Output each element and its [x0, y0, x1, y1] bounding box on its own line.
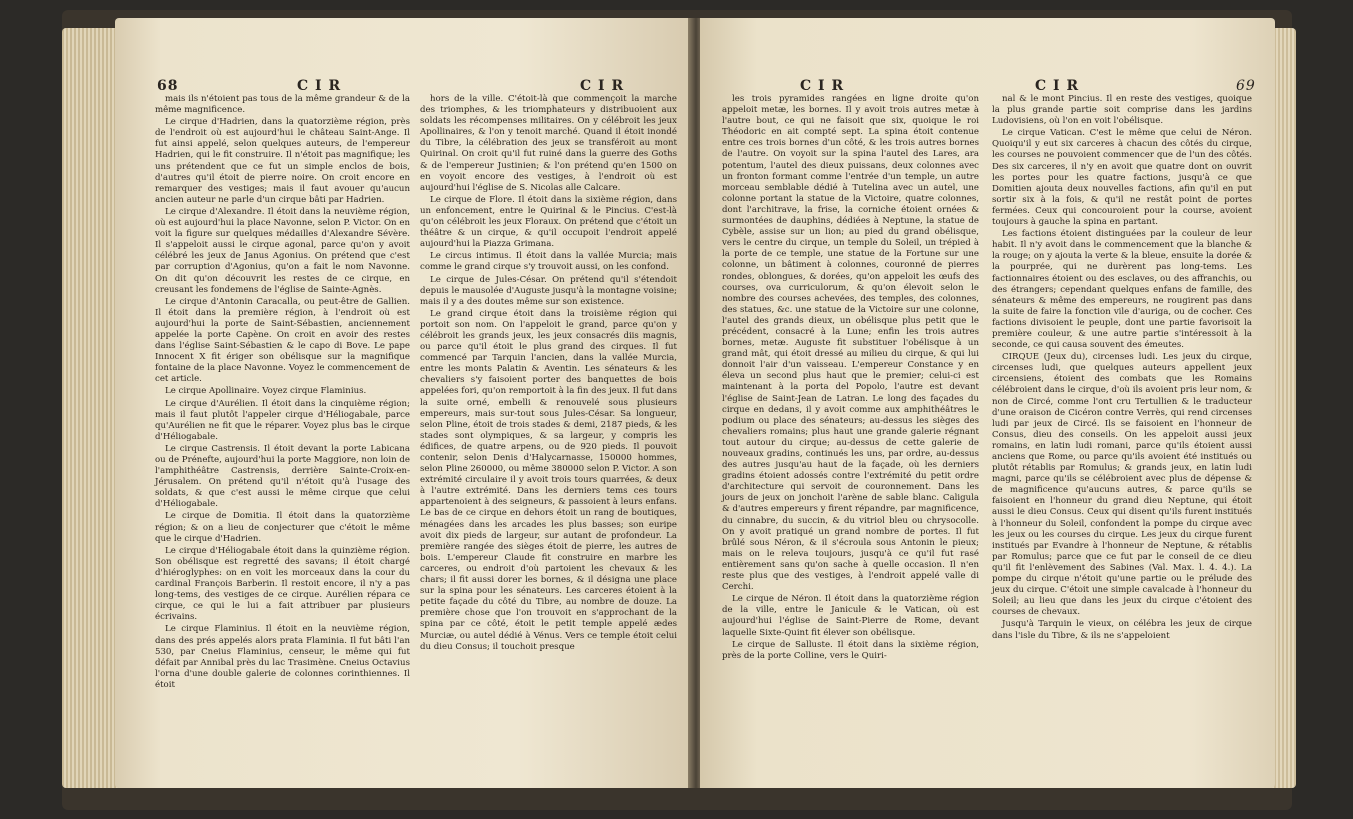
paragraph: Le cirque d'Aurélien. Il étoit dans la cinquième région; mais il faut plutôt l'appeler cirque d'Héliogabale, parce qu'Aurélien ne fit que le réparer. Voyez plus bas le cirque d'Héliogabale.: [155, 398, 410, 442]
paragraph: les trois pyramides rangées en ligne droite qu'on appeloit metæ, les bornes. Il y avoit trois autres metæ à l'autre bout, ce qui ne faisoit que six, quoique le roi Théodoric en ait compté sept. La spina étoit contenue entre ces trois bornes d'un côté, & les trois autres bornes de l'autre. On voyoit sur la spina l'autel des Lares, ara potentum, l'autel des dieux puissans, deux colonnes avec un fronton formant comme l'entrée d'un temple, un autre morceau semblable dédié à Tutelina avec un autel, une colonne portant la statue de la Victoire, quatre colonnes, dont l'architrave, la frise, la corniche étoient ornées & surmontées de dauphins, dédiées à Neptune, la statue de Cybèle, assise sur un lion; au pied du grand obélisque, vers le centre du cirque, un temple du Soleil, un trépied à la porte de ce temple, une statue de la Fortune sur une colonne, un bâtiment à colonnes, couronné de pierres rondes, oblongues, & dorées, qu'on appeloit les œufs des courses, ova curriculorum, & qu'on élevoit selon le nombre des courses achevées, des temples, des colonnes, des statues, &c. une statue de la Victoire sur une colonne, l'autel des grands dieux, un obélisque plus petit que le précédent, consacré à la Lune; enfin les trois autres bornes, metæ. Auguste fit substituer l'obélisque à un grand mât, qui étoit dressé au milieu du cirque, & qui lui donnoit l'air d'un vaisseau. L'empereur Constance y en éleva un second plus haut que le premier; celui-ci est maintenant à la porta del Popolo, l'autre est devant l'église de Saint-Jean de Latran. Le long des façades du cirque en dedans, il y avoit comme aux amphithéâtres le podium ou place des sénateurs; au-dessus les sièges des chevaliers romains; plus haut une grande galerie régnant tout autour du cirque; au-dessus de cette galerie de nouveaux gradins, continués les uns, par ordre, au-dessus des autres jusqu'au haut de la façade, où les derniers gradins étoient adossés contre l'extrémité du petit ordre d'architecture qui servoit de couronnement. Dans les jours de jeux on jonchoit l'arène de sable blanc. Caligula & d'autres empereurs y firent répandre, par magnificence, du cinnabre, du succin, & du vitriol bleu ou chrysocolle. On y avoit pratiqué un grand nombre de portes. Il fut brûlé sous Néron, & il s'écroula sous Antonin le pieux; mais on le releva toujours, jusqu'à ce qu'il fut rasé entièrement sans qu'on sache à quelle occasion. Il n'en reste plus que des vestiges, à l'endroit appelé valle di Cerchi.: [722, 94, 979, 593]
running-head-left-col1: C I R: [297, 78, 342, 94]
paragraph: mais ils n'étoient pas tous de la même grandeur & de la même magnificence.: [155, 94, 410, 116]
page-number-right: 69: [1236, 78, 1256, 94]
right-page-column-2: [992, 94, 1252, 642]
paragraph: Le circus intimus. Il étoit dans la vallée Murcia; mais comme le grand cirque s'y trouvoit aussi, on les confond.: [420, 251, 677, 273]
paragraph: Le cirque Apollinaire. Voyez cirque Flaminius.: [165, 386, 367, 397]
paragraph: Les factions étoient distinguées par la couleur de leur habit. Il n'y avoit dans le commencement que la blanche & la rouge; on y ajouta la verte & la bleue, ensuite la dorée & la pourprée, qui ne durèrent pas long-tems. Les factionnaires étoient ou des esclaves, ou des affranchis, ou des étrangers; cependant quelques enfans de famille, des sénateurs & même des empereurs, ne rougirent pas dans la suite de faire la fonction vile d'auriga, ou de cocher. Ces factions divisoient le peuple, dont une partie favorisoit la première couleur, & une autre partie s'intéressoit à la seconde, ce qui causa souvent des émeutes.: [992, 229, 1252, 351]
paragraph: Le cirque de Flore. Il étoit dans la sixième région, dans un enfoncement, entre le Quirinal & le Pincius. C'est-là qu'on célébroit les jeux Floraux. On prétend que c'étoit un théâtre & un cirque, & qu'il occupoit l'endroit appelé aujourd'hui la Piazza Grimana.: [420, 194, 677, 250]
paragraph: Le cirque de Jules-César. On prétend qu'il s'étendoit depuis le mausolée d'Auguste jusqu'à la montagne voisine; mais il y a des doutes même sur son existence.: [420, 274, 677, 307]
page-number-left: 68: [157, 78, 179, 94]
paragraph: Le cirque Vatican. C'est le même que celui de Néron. Quoiqu'il y eut six carceres à chacun des côtés du cirque, les courses ne pouvoient commencer que de l'un des côtés. Des six carceres, il n'y en avoit que quatre dont on ouvrit les portes pour les quatre factions, jusqu'à ce que Domitien ajouta deux nouvelles factions, afin qu'il en put sortir six à la fois, & qu'il ne restât point de portes fermées. Ceux qui concouroient pour la course, avoient toujours à gauche la spina en partant.: [992, 128, 1252, 228]
paragraph: Le cirque d'Héliogabale étoit dans la quinzième région. Son obélisque est regretté des savans; il étoit chargé d'hiéroglyphes: on en voit les morceaux dans la cour du cardinal François Barberin. Il restoit encore, il n'y a pas long-tems, des vestiges de ce cirque. Aurélien répara ce cirque, ce qui le lui a fait attribuer par plusieurs écrivains.: [155, 545, 410, 623]
paragraph: Le cirque d'Alexandre. Il étoit dans la neuvième région, où est aujourd'hui la place Navonne, selon P. Victor. On en voit la figure sur quelques médailles d'Alexandre Sévère. Il s'appeloit aussi le cirque agonal, parce qu'on y avoit célébré les jeux de Janus Agonius. On prétend que c'est par corruption d'Agonius, qu'on a fait le nom Navonne. On dit qu'on découvrit les restes de ce cirque, en creusant les fondemens de l'église de Sainte-Agnès.: [155, 206, 410, 295]
paragraph: nal & le mont Pincius. Il en reste des vestiges, quoique la plus grande partie soit comprise dans les jardins Ludovisiens, où l'on en voit l'obélisque.: [992, 94, 1252, 127]
running-head-right-col1: C I R: [800, 78, 845, 94]
right-page-column-1: [722, 94, 979, 662]
left-page: [115, 18, 690, 788]
left-page-column-1: [155, 94, 410, 691]
running-head-right-col2: C I R: [1035, 78, 1080, 94]
page-edges-left: [62, 28, 122, 788]
paragraph: CIRQUE (Jeux du), circenses ludi. Les jeux du cirque, circenses ludi, que quelques auteurs appellent jeux circensiens, étoient des combats que les Romains célébroient dans le cirque, d'où ils avoient pris leur nom, & non de Circé, comme l'ont cru Tertullien & le traducteur d'une oraison de Cicéron contre Verrès, qui rend circenses ludi par jeux de Circé. Ils se faisoient en l'honneur de Consus, dieu des conseils. On les appeloit aussi jeux romains, en latin ludi romani, parce qu'ils étoient aussi anciens que Rome, ou parce qu'ils avoient été institués ou plutôt rétablis par Romulus; & grands jeux, en latin ludi magni, parce qu'ils se célébroient avec plus de dépense & de magnificence qu'aucuns autres, & parce qu'ils se faisoient en l'honneur du grand dieu Neptune, qui étoit aussi le dieu Consus. Ceux qui disent qu'ils furent institués à l'honneur du Soleil, confondent la pompe du cirque avec les jeux ou les courses du cirque. Les jeux du cirque furent institués par Evandre à l'honneur de Neptune, & rétablis par Romulus; parce que ce fut par le conseil de ce dieu qu'il fit l'enlèvement des Sabines (Val. Max. l. 4. 4.). La pompe du cirque n'étoit qu'une partie ou le prélude des jeux du cirque. C'étoit une simple cavalcade à l'honneur du Soleil; au lieu que dans les jeux du cirque c'étoient des courses de chevaux.: [992, 352, 1252, 618]
paragraph: Le grand cirque étoit dans la troisième région qui portoit son nom. On l'appeloit le grand, parce qu'on y célébroit les grands jeux, les jeux consacrés diis magnis, ou parce qu'il étoit le plus grand des cirques. Il fut commencé par Tarquin l'ancien, dans la vallée Murcia, entre les monts Palatin & Aventin. Les sénateurs & les chevaliers s'y faisoient porter des banquettes de bois appelées fori, qu'on remportoit à la fin des jeux. Il fut dans la suite orné, embelli & renouvelé sous plusieurs empereurs, mais sur-tout sous Jules-César. Sa longueur, selon Pline, étoit de trois stades & demi, 2187 pieds, & les stades sont olympiques, & sa largeur, y compris les édifices, de quatre arpens, ou de 920 pieds. Il pouvoit contenir, selon Denis d'Halycarnasse, 150000 hommes, selon Pline 260000, ou même 380000 selon P. Victor. A son extrémité circulaire il y avoit trois tours quarrées, & deux à l'autre extrémité. Dans les derniers tems ces tours appartenoient à des seigneurs, & passoient à leurs enfans. Le bas de ce cirque en dehors étoit un rang de boutiques, ménagées dans les arcades les plus basses; son euripe avoit dix pieds de largeur, sur autant de profondeur. La première rangée des sièges étoit de pierre, les autres de bois. L'empereur Claude fit construire en marbre les carceres, ou endroit d'où partoient les chevaux & les chars; il fit aussi dorer les bornes, & il désigna une place sur la spina pour les sénateurs. Les carceres étoient à la petite façade du côté du Tibre, au nombre de douze. La première chose que l'on trouvoit en s'approchant de la spina par ce côté, étoit le petit temple appelé ædes Murciæ, ou autel dédié à Vénus. Vers ce temple étoit celui du dieu Consus; il touchoit presque: [420, 308, 677, 652]
paragraph: Le cirque Flaminius. Il étoit en la neuvième région, dans des prés appelés alors prata Flaminia. Il fut bâti l'an 530, par Cneius Flaminius, censeur, le même qui fut défait par Annibal près du lac Trasimène. Cneius Octavius l'orna d'une double galerie de colonnes corinthiennes. Il étoit: [155, 624, 410, 690]
left-page-column-2: [420, 94, 677, 653]
paragraph: Le cirque Castrensis. Il étoit devant la porte Labicana ou de Prénefte, aujourd'hui la porte Maggiore, non loin de l'amphithéâtre Castrensis, derrière Sainte-Croix-en-Jérusalem. On prétend qu'il n'étoit qu'à l'usage des soldats, & que c'est aussi le même cirque que celui d'Héliogabale.: [155, 443, 410, 510]
paragraph: Le cirque de Salluste. Il étoit dans la sixième région, près de la porte Colline, vers le Quiri-: [722, 639, 979, 661]
right-page: [700, 18, 1275, 788]
paragraph: Le cirque d'Antonin Caracalla, ou peut-être de Gallien. Il étoit dans la première région, à l'endroit où est aujourd'hui la porte de Saint-Sébastien, anciennement appelée la porte Capène. On croit en avoir des restes dans l'église Saint-Sébastien & le capo di Bove. Le pape Innocent X fit ériger son obélisque sur la magnifique fontaine de la place Navonne. Voyez le commencement de cet article.: [155, 296, 410, 385]
paragraph: Le cirque d'Hadrien, dans la quatorzième région, près de l'endroit où est aujourd'hui le château Saint-Ange. Il fut ainsi appelé, selon quelques auteurs, de l'empereur Hadrien, qui le fit construire. Il n'étoit pas magnifique; les uns prétendent que ce fut un simple enclos de bois, d'autres qu'il étoit de pierre noire. On croit encore en remarquer des vestiges; mais il faut avouer qu'aucun ancien auteur ne parle d'un cirque bâti par Hadrien.: [155, 117, 410, 205]
paragraph: Jusqu'à Tarquin le vieux, on célébra les jeux de cirque dans l'isle du Tibre, & ils ne s'appeloient: [992, 619, 1252, 641]
running-head-left-col2: C I R: [580, 78, 625, 94]
paragraph: Le cirque de Domitia. Il étoit dans la quatorzième région; & on a lieu de conjecturer que c'étoit le même que le cirque d'Hadrien.: [155, 511, 410, 544]
paragraph: Le cirque de Néron. Il étoit dans la quatorzième région de la ville, entre le Janicule & le Vatican, où est aujourd'hui l'église de Saint-Pierre de Rome, devant laquelle Sixte-Quint fit élever son obélisque.: [722, 594, 979, 638]
paragraph: hors de la ville. C'étoit-là que commençoit la marche des triomphes, & les triomphateurs y distribuoient aux soldats les récompenses militaires. On y célébroit les jeux Apollinaires, & l'on y tenoit marché. Quand il étoit inondé du Tibre, la célébration des jeux se transféroit au mont Quirinal. On croit qu'il fut ruiné dans la guerre des Goths & de l'empereur Justinien; & l'on prétend qu'en 1500 on en voyoit encore des vestiges, à l'endroit où est aujourd'hui l'église de S. Nicolas alle Calcare.: [420, 94, 677, 193]
